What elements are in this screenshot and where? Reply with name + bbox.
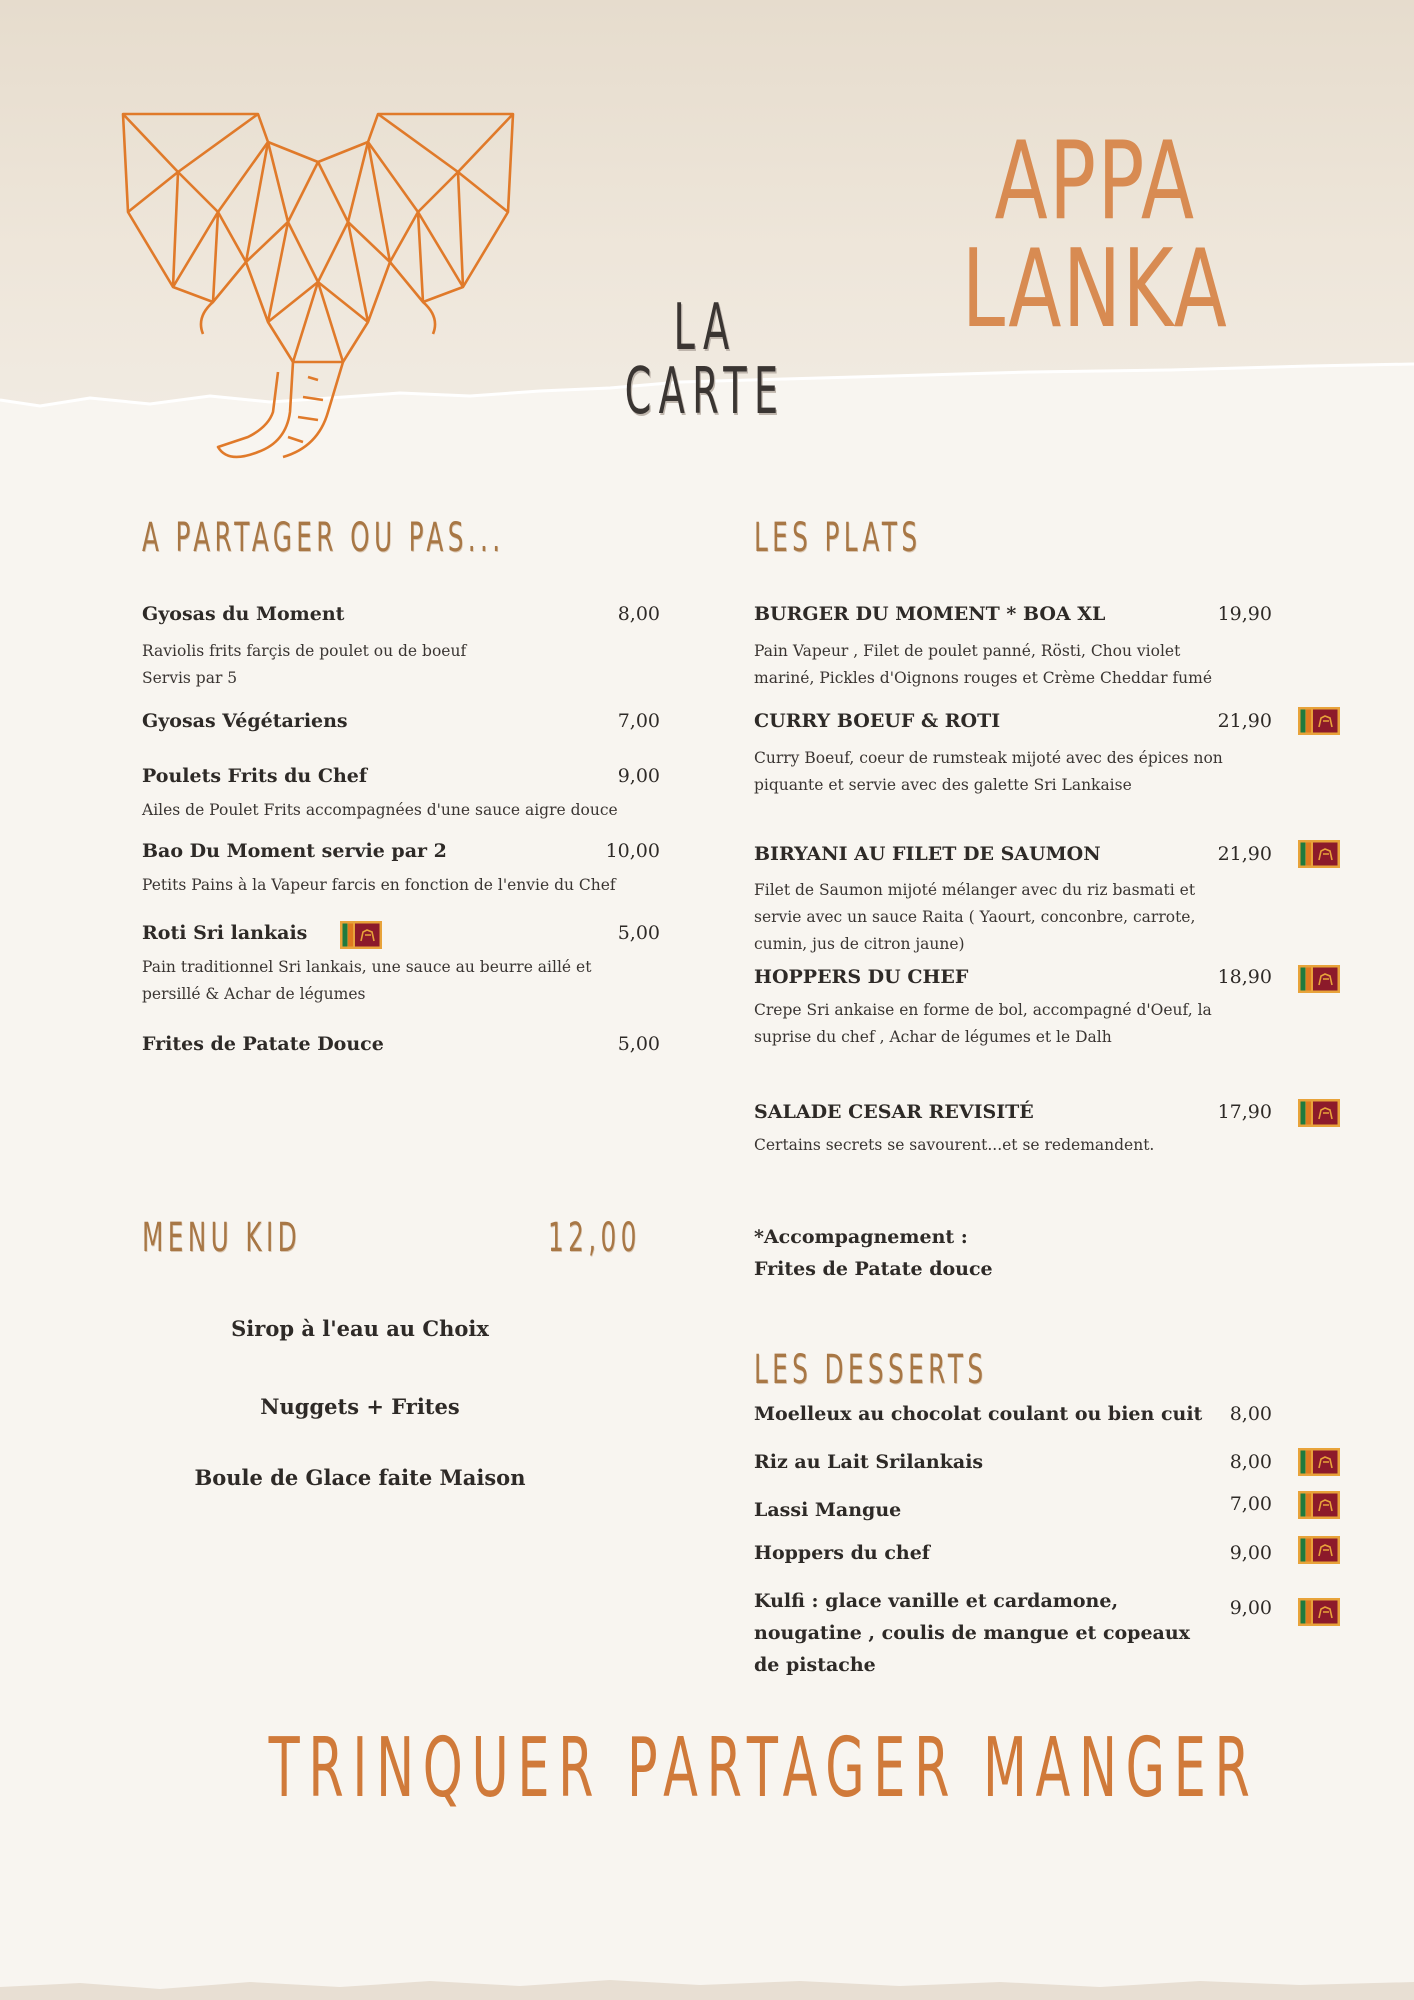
menu-item-price: 5,00 [617, 1033, 660, 1055]
bottom-paper-band [0, 1975, 1414, 2000]
menu-item-name: Bao Du Moment servie par 2 [142, 840, 447, 862]
accompaniment-value: Frites de Patate douce [754, 1258, 993, 1280]
menu-item-price: 21,90 [1217, 843, 1272, 865]
kid-menu-item: Nuggets + Frites [260, 1394, 460, 1419]
menu-item-price: 19,90 [1217, 603, 1272, 625]
sri-lanka-flag-icon [1298, 1448, 1340, 1476]
menu-item-name: nougatine , coulis de mangue et copeaux [754, 1622, 1191, 1644]
sri-lanka-flag-icon [1298, 1536, 1340, 1564]
kid-menu-item: Sirop à l'eau au Choix [231, 1316, 489, 1341]
sri-lanka-flag-icon [1298, 965, 1340, 993]
menu-item-name: de pistache [754, 1654, 876, 1676]
menu-item-price: 18,90 [1217, 966, 1272, 988]
menu-item-description: Servis par 5 [142, 669, 238, 687]
section-title-kid: MENU KID [142, 1215, 302, 1261]
slogan: TRINQUER PARTAGER MANGER [268, 1721, 1259, 1816]
menu-item-name: BURGER DU MOMENT * BOA XL [754, 603, 1106, 625]
menu-item-name: Gyosas Végétariens [142, 710, 348, 732]
menu-item-name: Riz au Lait Srilankais [754, 1451, 984, 1473]
menu-item-name: Poulets Frits du Chef [142, 765, 368, 787]
menu-item-name: Roti Sri lankais [142, 922, 308, 944]
menu-item-description: Pain traditionnel Sri lankais, une sauce au beurre aillé et [142, 958, 592, 976]
menu-item-name: Gyosas du Moment [142, 603, 345, 625]
section-title-desserts: LES DESSERTS [754, 1347, 988, 1393]
menu-item-description: Raviolis frits farçis de poulet ou de boeuf [142, 642, 467, 660]
menu-item-description: mariné, Pickles d'Oignons rouges et Crème Cheddar fumé [754, 669, 1213, 687]
menu-item-description: Filet de Saumon mijoté mélanger avec du riz basmati et [754, 881, 1196, 899]
menu-item-price: 8,00 [1229, 1451, 1272, 1473]
menu-item-price: 9,00 [1229, 1597, 1272, 1619]
section-title-plats: LES PLATS [754, 515, 922, 561]
menu-item-name: Hoppers du chef [754, 1542, 930, 1564]
geometric-elephant-icon [118, 112, 518, 464]
sri-lanka-flag-icon [1298, 707, 1340, 735]
menu-item-price: 10,00 [605, 840, 660, 862]
sri-lanka-flag-icon [1298, 1099, 1340, 1127]
menu-item-description: Petits Pains à la Vapeur farcis en fonction de l'envie du Chef [142, 876, 616, 894]
menu-item-description: Certains secrets se savourent...et se redemandent. [754, 1136, 1155, 1154]
kid-menu-item: Boule de Glace faite Maison [194, 1465, 526, 1490]
menu-item-description: Curry Boeuf, coeur de rumsteak mijoté avec des épices non [754, 749, 1223, 767]
menu-item-price: 17,90 [1217, 1101, 1272, 1123]
brand-title: APPA LANKA [961, 119, 1229, 352]
sri-lanka-flag-icon [1298, 1598, 1340, 1626]
menu-item-description: persillé & Achar de légumes [142, 985, 366, 1003]
menu-item-description: Ailes de Poulet Frits accompagnées d'une sauce aigre douce [142, 801, 618, 819]
section-title-sharing: A PARTAGER OU PAS... [142, 515, 505, 561]
sri-lanka-flag-icon [1298, 840, 1340, 868]
menu-item-name: Lassi Mangue [754, 1499, 902, 1521]
sri-lanka-flag-icon [340, 921, 382, 949]
menu-item-price: 8,00 [617, 603, 660, 625]
menu-item-name: SALADE CESAR REVISITÉ [754, 1101, 1034, 1123]
accompaniment-label: *Accompagnement : [754, 1226, 968, 1248]
menu-item-description: suprise du chef , Achar de légumes et le Dalh [754, 1028, 1112, 1046]
menu-subtitle: LA CARTE [624, 291, 786, 429]
menu-item-name: BIRYANI AU FILET DE SAUMON [754, 843, 1101, 865]
menu-item-name: Moelleux au chocolat coulant ou bien cuit [754, 1403, 1203, 1425]
menu-item-description: servie avec un sauce Raita ( Yaourt, conconbre, carrote, [754, 908, 1196, 926]
menu-item-price: 7,00 [1229, 1493, 1272, 1515]
menu-item-price: 9,00 [617, 765, 660, 787]
kid-menu-price: 12,00 [548, 1215, 641, 1261]
menu-item-name: Frites de Patate Douce [142, 1033, 384, 1055]
menu-item-price: 21,90 [1217, 710, 1272, 732]
menu-item-description: piquante et servie avec des galette Sri Lankaise [754, 776, 1132, 794]
menu-item-price: 5,00 [617, 922, 660, 944]
sri-lanka-flag-icon [1298, 1491, 1340, 1519]
menu-item-price: 7,00 [617, 710, 660, 732]
menu-item-description: Pain Vapeur , Filet de poulet panné, Rösti, Chou violet [754, 642, 1181, 660]
menu-item-name: CURRY BOEUF & ROTI [754, 710, 1001, 732]
menu-item-price: 8,00 [1229, 1403, 1272, 1425]
menu-item-name: HOPPERS DU CHEF [754, 966, 969, 988]
menu-item-price: 9,00 [1229, 1542, 1272, 1564]
menu-item-description: Crepe Sri ankaise en forme de bol, accompagné d'Oeuf, la [754, 1001, 1212, 1019]
menu-item-description: cumin, jus de citron jaune) [754, 935, 965, 953]
menu-item-name: Kulfi : glace vanille et cardamone, [754, 1590, 1119, 1612]
